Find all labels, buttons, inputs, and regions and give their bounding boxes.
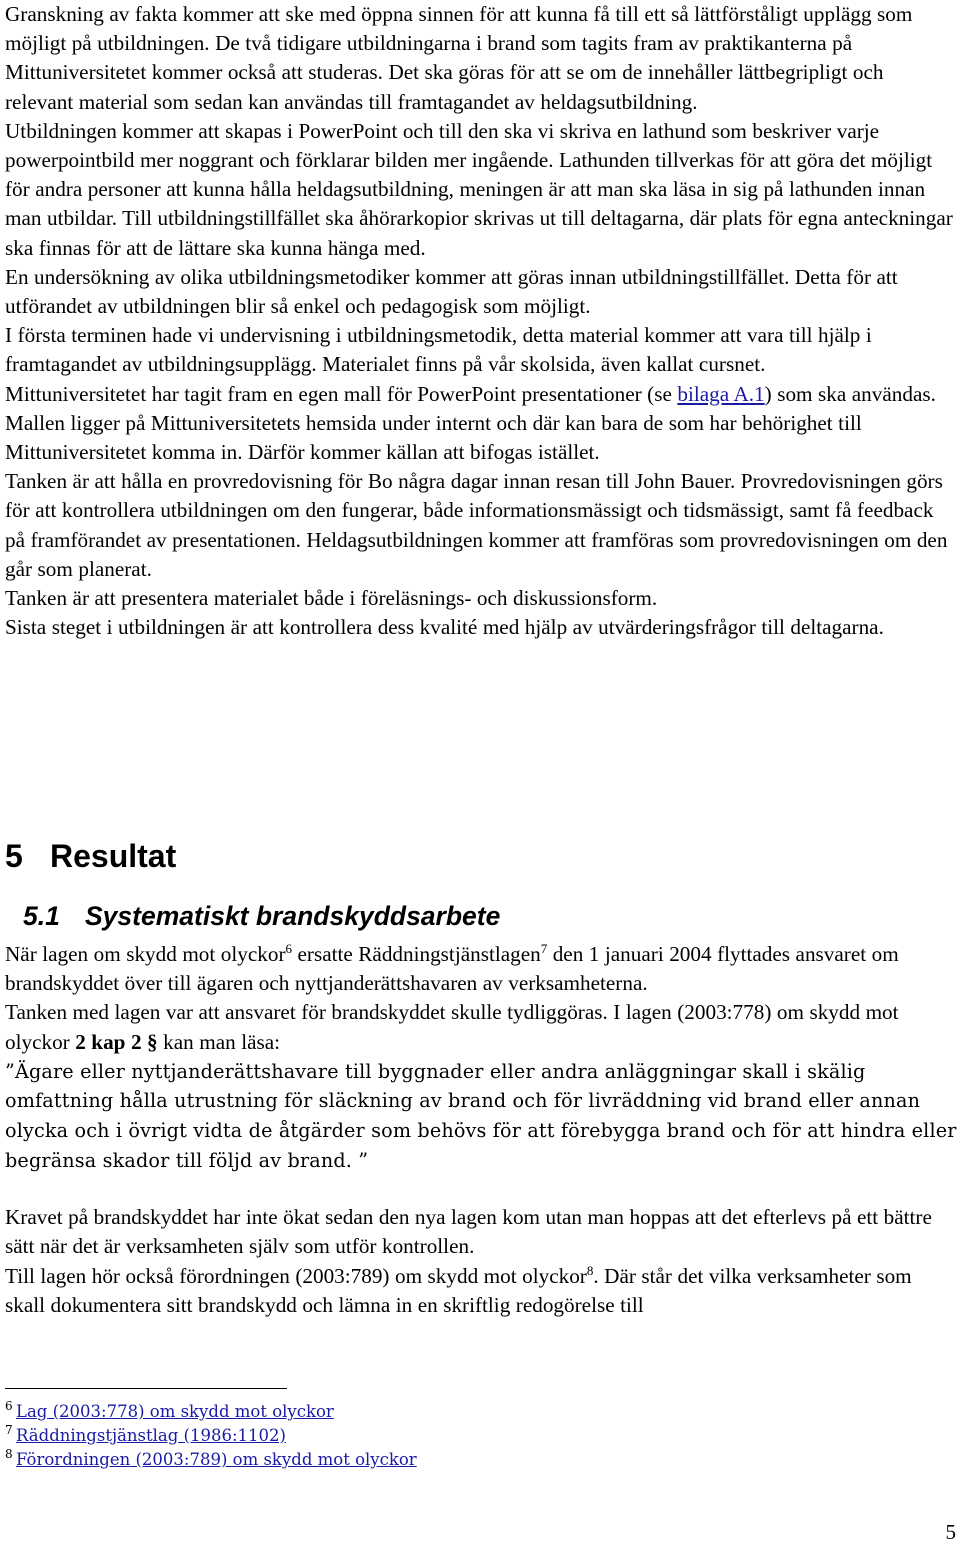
paragraph-presentera: Tanken är att presentera materialet både i föreläsnings- och diskussionsform. bbox=[5, 586, 658, 611]
paragraph-provredovisning: Tanken är att hålla en provredovisning för Bo några dagar innan resan till John Bauer. Provredovisningen görs för att kontrollera utbildningen om den fungerar, både informationsmässigt och tidsmässigt, samt få feedback på framförandet av presentationen. Heldagsutbildningen kommer att framföras som provredovisningen om den går som planerat. bbox=[5, 469, 948, 581]
footnote-8: 8 Förordningen (2003:789) om skydd mot olyckor bbox=[5, 1447, 417, 1469]
subsection-number: 5.1 bbox=[23, 901, 60, 931]
footnote-separator bbox=[5, 1388, 287, 1389]
mall-text-after: ) som ska användas. bbox=[764, 381, 936, 406]
paragraph-utbildningen-powerpoint: Utbildningen kommer att skapas i PowerPoint och till den ska vi skriva en lathund som beskriver varje powerpointbild mer noggrant och förklarar bilden mer ingående. Lathunden tillverkas för att göra det möjligt för andra personer att kunna hålla heldagsutbildning, meningen är att man ska läsa in sig på lathunden innan man utbildar. Till utbildningstillfället ska åhörarkopior skrivas ut till deltagarna, där plats för egna anteckningar ska finnas för att de lättare ska kunna hänga med. bbox=[5, 118, 953, 260]
footnote-ref-8[interactable]: 8 bbox=[586, 1262, 594, 1278]
paragraph-granskning: Granskning av fakta kommer att ske med öppna sinnen för att kunna få till ett så lättförståligt upplägg som möjligt på utbildningen. De två tidigare utbildningarna i brand som tagits fram av praktikanterna på Mittuniversitetet kommer också att studeras. Det ska göras för att se om de innehåller lättbegripligt och relevant material som sedan kan användas till framtagandet av heldagsutbildning. bbox=[5, 2, 913, 114]
footnote-7: 7 Räddningstjänstlag (1986:1102) bbox=[5, 1423, 286, 1445]
section-5-1-body bbox=[5, 940, 957, 1320]
text-segment: Till lagen hör också förordningen (2003:789) om skydd mot olyckor bbox=[5, 1263, 587, 1288]
text-segment: När lagen om skydd mot olyckor bbox=[5, 942, 286, 966]
section-number: 5 bbox=[5, 838, 23, 874]
text-segment: kan man läsa: bbox=[157, 1029, 281, 1054]
subsection-heading-5-1 bbox=[23, 899, 500, 933]
footnote-link-8[interactable]: Förordningen (2003:789) om skydd mot olyckor bbox=[16, 1450, 417, 1469]
paragraph-mallen-hemsida: Mallen ligger på Mittuniversitetets hemsida under internt och där kan bara de som har behörighet till Mittuniversitetet komma in. Därför kommer källan att bifogas istället. bbox=[5, 410, 862, 465]
footnote-ref-7[interactable]: 7 bbox=[540, 941, 548, 956]
footnote-link-6[interactable]: Lag (2003:778) om skydd mot olyckor bbox=[16, 1402, 334, 1421]
subsection-title: Systematiskt brandskyddsarbete bbox=[85, 901, 501, 931]
footnotes bbox=[5, 1400, 417, 1472]
paragraph-forsta-terminen: I första terminen hade vi undervisning i utbildningsmetodik, detta material kommer att vara till hjälp i framtagandet av utbildningsupplägg. Materialet finns på vår skolsida, även kallat cursnet. bbox=[5, 323, 872, 377]
text-segment: Tanken med lagen var att ansvaret för brandskyddet skulle tydliggöras. I lagen (2003:778) om skydd mot olyckor bbox=[5, 1000, 899, 1054]
law-reference: 2 kap 2 § bbox=[75, 1029, 158, 1054]
footnote-link-7[interactable]: Räddningstjänstlag (1986:1102) bbox=[16, 1426, 286, 1445]
footnote-ref-6[interactable]: 6 bbox=[285, 941, 293, 956]
paragraph-forordningen bbox=[5, 1262, 957, 1320]
mall-text-before: Mittuniversitetet har tagit fram en egen mall för PowerPoint presentationer (se bbox=[5, 381, 678, 406]
paragraph-mall bbox=[5, 380, 957, 409]
law-quote: ”Ägare eller nyttjanderättshavare till byggnader eller andra anläggningar skall i skälig omfattning hålla utrustning för släckning av brand och för livräddning vid brand eller annan olycka och i övrigt vidta de åtgärder som behövs för att förebygga brand och för att hindra eller begränsa skador till följd av brand. ” bbox=[5, 1059, 957, 1172]
paragraph-undersokning: En undersökning av olika utbildningsmetodiker kommer att göras innan utbildningstillfället. Detta för att utförandet av utbildningen blir så enkel och pedagogisk som möjligt. bbox=[5, 264, 898, 319]
bilaga-link[interactable]: bilaga A.1 bbox=[677, 381, 765, 406]
text-segment: . Där står det vilka verksamheter som skall dokumentera sitt brandskydd och lämna in en skriftlig redogörelse till bbox=[5, 1263, 912, 1317]
paragraph-tanken-med-lagen bbox=[5, 998, 957, 1056]
paragraph-lagen-om-skydd bbox=[5, 940, 957, 998]
text-segment: ersatte Räddningstjänstlagen bbox=[292, 942, 541, 966]
paragraph-sista-steget: Sista steget i utbildningen är att kontrollera dess kvalité med hjälp av utvärderingsfrågor till deltagarna. bbox=[5, 615, 884, 640]
paragraph-gap bbox=[5, 1175, 957, 1203]
section-title: Resultat bbox=[50, 838, 177, 874]
paragraph-kravet: Kravet på brandskyddet har inte ökat sedan den nya lagen kom utan man hoppas att det efterlevs på ett bättre sätt när det är verksamheten själv som utför kontrollen. bbox=[5, 1205, 932, 1259]
page-number: 5 bbox=[945, 1520, 956, 1544]
document-body bbox=[5, 0, 957, 642]
text-segment: den 1 januari 2004 flyttades ansvaret om brandskyddet över till ägaren och nyttjanderättshavaren av verksamheterna. bbox=[5, 942, 899, 996]
section-heading-5 bbox=[5, 836, 176, 876]
footnote-6: 6 Lag (2003:778) om skydd mot olyckor bbox=[5, 1399, 334, 1421]
